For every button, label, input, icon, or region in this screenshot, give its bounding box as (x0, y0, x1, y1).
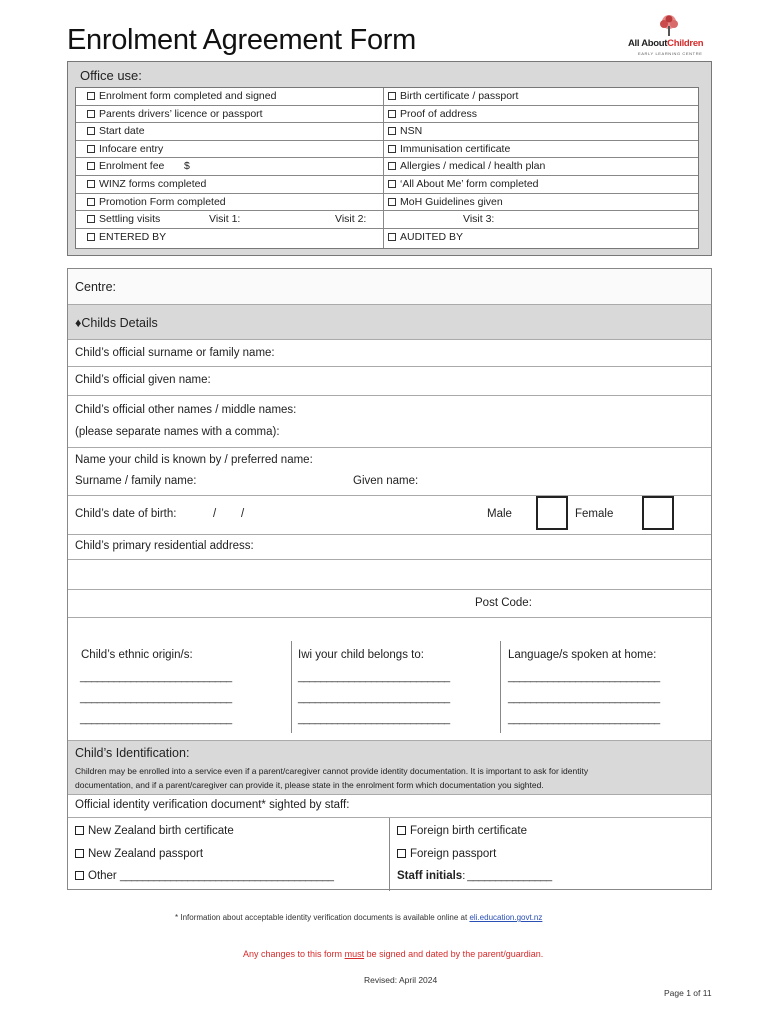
ethnic-origin-label: Child’s ethnic origin/s: (81, 649, 193, 661)
origin-row (68, 618, 711, 741)
foreign-birth-certificate-option[interactable]: Foreign birth certificate (397, 825, 527, 837)
staff-initials-label: Staff initials (397, 870, 463, 882)
visit-1-label: Visit 1: (209, 213, 241, 226)
enrolment-form (67, 268, 712, 890)
checkbox-icon (87, 145, 95, 153)
ethnic-line-2[interactable]: ___________________________ (80, 692, 232, 704)
childs-details-title: ♦Childs Details (75, 316, 158, 330)
office-row (76, 141, 698, 159)
checkbox-icon (388, 180, 396, 188)
checkbox-icon (75, 826, 84, 835)
identification-text-1: Children may be enrolled into a service even if a parent/caregiver cannot provide identity documentation. It is important to ask for identity (75, 766, 589, 776)
known-surname-label: Surname / family name: (75, 475, 197, 487)
office-row (76, 194, 698, 212)
checkbox-icon (388, 110, 396, 118)
eli-link[interactable]: eli.education.govt.nz (469, 913, 543, 922)
male-checkbox[interactable] (536, 496, 568, 530)
page-title: Enrolment Agreement Form (67, 24, 416, 56)
surname-row[interactable] (68, 340, 711, 367)
office-row (76, 123, 698, 141)
identification-header (68, 741, 711, 795)
male-label: Male (487, 508, 512, 520)
address-input-row[interactable] (68, 560, 711, 590)
logo-subtitle: EARLY LEARNING CENTRE (638, 51, 703, 56)
address-label: Child’s primary residential address: (75, 540, 254, 552)
office-checkbox-left[interactable]: Start date (87, 125, 145, 137)
staff-initials-line: : _______________ (462, 870, 552, 882)
language-line-2[interactable]: ___________________________ (508, 692, 660, 704)
visit-2-label: Visit 2: (335, 213, 367, 226)
post-code-row[interactable] (68, 590, 711, 618)
checkbox-icon (388, 145, 396, 153)
post-code-label: Post Code: (475, 597, 532, 609)
iwi-line-1[interactable]: ___________________________ (298, 671, 450, 683)
foreign-passport-option[interactable]: Foreign passport (397, 848, 496, 860)
checkbox-icon (87, 198, 95, 206)
checkbox-icon (388, 198, 396, 206)
other-names-row[interactable] (68, 396, 711, 448)
office-checkbox-right[interactable]: NSN (388, 125, 422, 137)
office-checkbox-right[interactable]: ‘All About Me’ form completed (388, 178, 539, 190)
checkbox-icon (75, 871, 84, 880)
ethnic-line-1[interactable]: ___________________________ (80, 671, 232, 683)
tree-logo-icon (656, 14, 682, 38)
visit-3-label: Visit 3: (463, 213, 495, 226)
identification-title: Child’s Identification: (75, 746, 190, 760)
verification-label: Official identity verification document* sighted by staff: (75, 799, 350, 811)
document-options (68, 818, 711, 891)
checkbox-icon (75, 849, 84, 858)
language-label: Language/s spoken at home: (508, 649, 657, 661)
identification-text-2: documentation, and if a parent/caregiver can provide it, please state in the enrolment form which documentation you sighted. (75, 780, 544, 790)
nz-passport-option[interactable]: New Zealand passport (75, 848, 203, 860)
checkbox-icon (87, 233, 95, 241)
revised-date: Revised: April 2024 (364, 975, 438, 985)
checkbox-icon (87, 180, 95, 188)
office-checkbox-left[interactable]: Enrolment form completed and signed (87, 90, 276, 102)
iwi-line-3[interactable]: ___________________________ (298, 713, 450, 725)
nz-birth-certificate-option[interactable]: New Zealand birth certificate (75, 825, 234, 837)
office-checkbox-left[interactable]: Enrolment fee (87, 160, 164, 172)
checkbox-icon (397, 849, 406, 858)
female-checkbox[interactable] (642, 496, 674, 530)
childs-details-header (68, 305, 711, 340)
other-names-hint: (please separate names with a comma): (75, 426, 280, 438)
office-use-table (75, 87, 699, 249)
dob-separator-2: / (241, 508, 245, 520)
other-names-label: Child’s official other names / middle names: (75, 404, 297, 416)
other-line[interactable]: ______________________________________ (119, 870, 334, 882)
language-line-1[interactable]: ___________________________ (508, 671, 660, 683)
changes-notice: Any changes to this form must be signed and dated by the parent/guardian. (243, 949, 544, 959)
dob-separator-1: / (213, 508, 217, 520)
female-label: Female (575, 508, 614, 520)
checkbox-icon (87, 162, 95, 170)
centre-row[interactable] (68, 269, 711, 305)
iwi-label: Iwi your child belongs to: (298, 649, 424, 661)
office-checkbox-right[interactable]: Allergies / medical / health plan (388, 160, 545, 172)
page-number: Page 1 of 11 (664, 988, 712, 998)
given-name-label: Child’s official given name: (75, 374, 211, 386)
ethnic-line-3[interactable]: ___________________________ (80, 713, 232, 725)
known-by-label: Name your child is known by / preferred name: (75, 454, 313, 466)
checkbox-icon (397, 826, 406, 835)
other-option[interactable]: Other ______________________________________ (75, 870, 333, 882)
known-given-label: Given name: (353, 475, 419, 487)
office-row (76, 229, 698, 247)
known-by-row[interactable] (68, 448, 711, 496)
office-use-title: Office use: (80, 68, 142, 83)
office-row-settling (76, 211, 698, 229)
checkbox-icon (87, 92, 95, 100)
centre-label: Centre: (75, 280, 116, 294)
checkbox-icon (87, 110, 95, 118)
dob-row (68, 496, 711, 535)
language-line-3[interactable]: ___________________________ (508, 713, 660, 725)
address-label-row (68, 535, 711, 560)
verification-row (68, 795, 711, 818)
office-row (76, 158, 698, 176)
office-row (76, 88, 698, 106)
staff-initials-field[interactable] (397, 870, 552, 882)
origin-divider (291, 641, 292, 733)
office-checkbox-left[interactable]: Settling visits (87, 213, 160, 225)
checkbox-icon (388, 162, 396, 170)
office-checkbox-right[interactable]: AUDITED BY (388, 231, 463, 243)
options-divider (389, 818, 390, 891)
dob-label: Child’s date of birth: (75, 508, 177, 520)
office-row (76, 176, 698, 194)
checkbox-icon (388, 233, 396, 241)
office-checkbox-left[interactable]: WINZ forms completed (87, 178, 206, 190)
given-name-row[interactable] (68, 367, 711, 396)
checkbox-icon (388, 92, 396, 100)
iwi-line-2[interactable]: ___________________________ (298, 692, 450, 704)
office-checkbox-right[interactable]: MoH Guidelines given (388, 196, 503, 208)
office-checkbox-left[interactable]: Promotion Form completed (87, 196, 226, 208)
checkbox-icon (87, 127, 95, 135)
office-checkbox-right[interactable]: Birth certificate / passport (388, 90, 518, 102)
office-use-section (67, 61, 712, 256)
surname-label: Child’s official surname or family name: (75, 347, 275, 359)
origin-divider (500, 641, 501, 733)
checkbox-icon (87, 215, 95, 223)
office-checkbox-left[interactable]: Parents drivers’ licence or passport (87, 108, 263, 120)
footnote: * Information about acceptable identity verification documents is available online at eli.education.govt.nz (175, 913, 543, 922)
office-checkbox-right[interactable]: Immunisation certificate (388, 143, 510, 155)
office-checkbox-left[interactable]: ENTERED BY (87, 231, 166, 243)
logo (628, 14, 713, 58)
logo-brand: All AboutChildren (628, 38, 704, 49)
office-checkbox-left[interactable]: Infocare entry (87, 143, 163, 155)
enrolment-fee-currency: $ (184, 160, 190, 173)
checkbox-icon (388, 127, 396, 135)
office-checkbox-right[interactable]: Proof of address (388, 108, 477, 120)
office-row (76, 106, 698, 124)
